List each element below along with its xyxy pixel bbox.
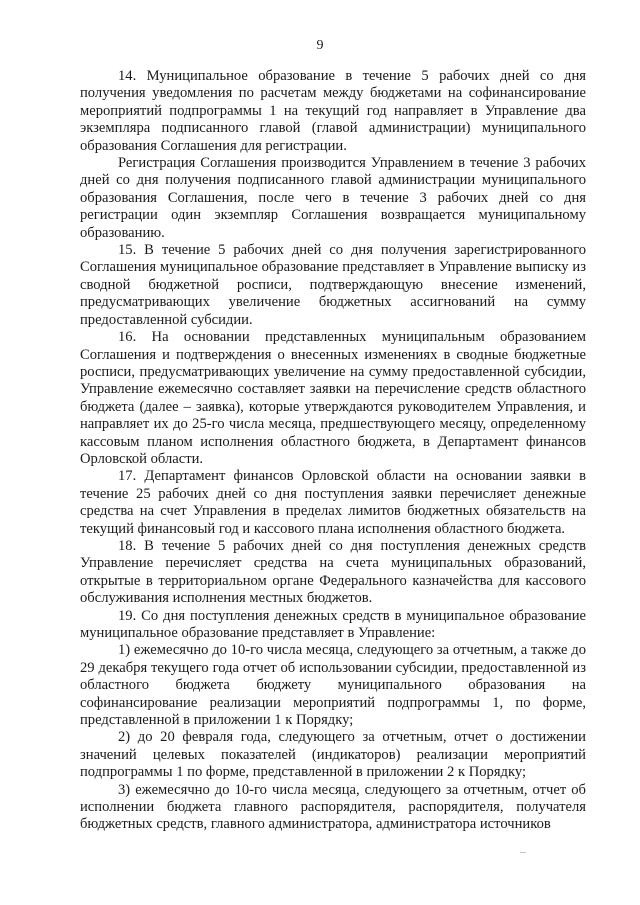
list-item-2: 2) до 20 февраля года, следующего за отчетным, отчет о достижении значений целевых показателей (индикаторов) реализации мероприятий подпрограммы 1 по форме, представленной в приложении 2 к Порядку; — [80, 729, 586, 781]
paragraph-17: 17. Департамент финансов Орловской области на основании заявки в течение 25 рабочих дней со дня поступления заявки перечисляет денежные средства на счет Управления в пределах лимитов бюджетных обязательств на текущий финансовый год и кассового плана исполнения областного бюджета. — [80, 468, 586, 537]
page-number: 9 — [316, 38, 324, 53]
scan-artifact — [520, 852, 526, 853]
list-item-3: 3) ежемесячно до 10-го числа месяца, следующего за отчетным, отчет об исполнении бюджета главного распорядителя, распорядителя, получателя бюджетных средств, главного администратора, администратора источников — [80, 781, 586, 833]
paragraph-18: 18. В течение 5 рабочих дней со дня поступления денежных средств Управление перечисляет средства на счета муниципальных образований, открытые в территориальном органе Федерального казначейства для кассового обслуживания исполнения местных бюджетов. — [80, 537, 586, 607]
paragraph-19: 19. Со дня поступления денежных средств в муниципальное образование муниципальное образование представляет в Управление: — [80, 607, 586, 641]
paragraph-15: 15. В течение 5 рабочих дней со дня получения зарегистрированного Соглашения муниципальное образование представляет в Управление выписку из сводной бюджетной росписи, подтверждающую внесение изменений, предусматривающих увеличение бюджетных ассигнований на сумму предоставленной субсидии. — [80, 242, 586, 328]
paragraph-16: 16. На основании представленных муниципальным образованием Соглашения и подтверждения о внесенных изменениях в сводные бюджетные росписи, предусматривающих увеличение на сумму предоставленной субсидии, Управление ежемесячно составляет заявки на перечисление средств областного бюджета (далее – заявка), которые утверждаются руководителем Управления, и направляет их до 25-го числа месяца, предшествующего месяцу, определенному кассовым планом исполнения областного бюджета, в Департамент финансов Орловской области. — [80, 329, 586, 467]
paragraph-14: 14. Муниципальное образование в течение 5 рабочих дней со дня получения уведомления по расчетам между бюджетами на софинансирование мероприятий подпрограммы 1 на текущий год направляет в Управление два экземпляра подписанного главой (главой администрации) муниципального образования Соглашения для регистрации. — [80, 68, 586, 154]
paragraph-registration: Регистрация Соглашения производится Управлением в течение 3 рабочих дней со дня получения подписанного главой администрации муниципального образования Соглашения, после чего в течение 3 рабочих дней со дня регистрации один экземпляр Соглашения возвращается муниципальному образованию. — [80, 155, 586, 241]
list-item-1: 1) ежемесячно до 10-го числа месяца, следующего за отчетным, а также до 29 декабря текущего года отчет об использовании субсидии, предоставленной из областного бюджета бюджету муниципального образования на софинансирование реализации мероприятий подпрограммы 1, по форме, представленной в приложении 1 к Порядку; — [80, 642, 586, 729]
document-body — [80, 68, 586, 834]
